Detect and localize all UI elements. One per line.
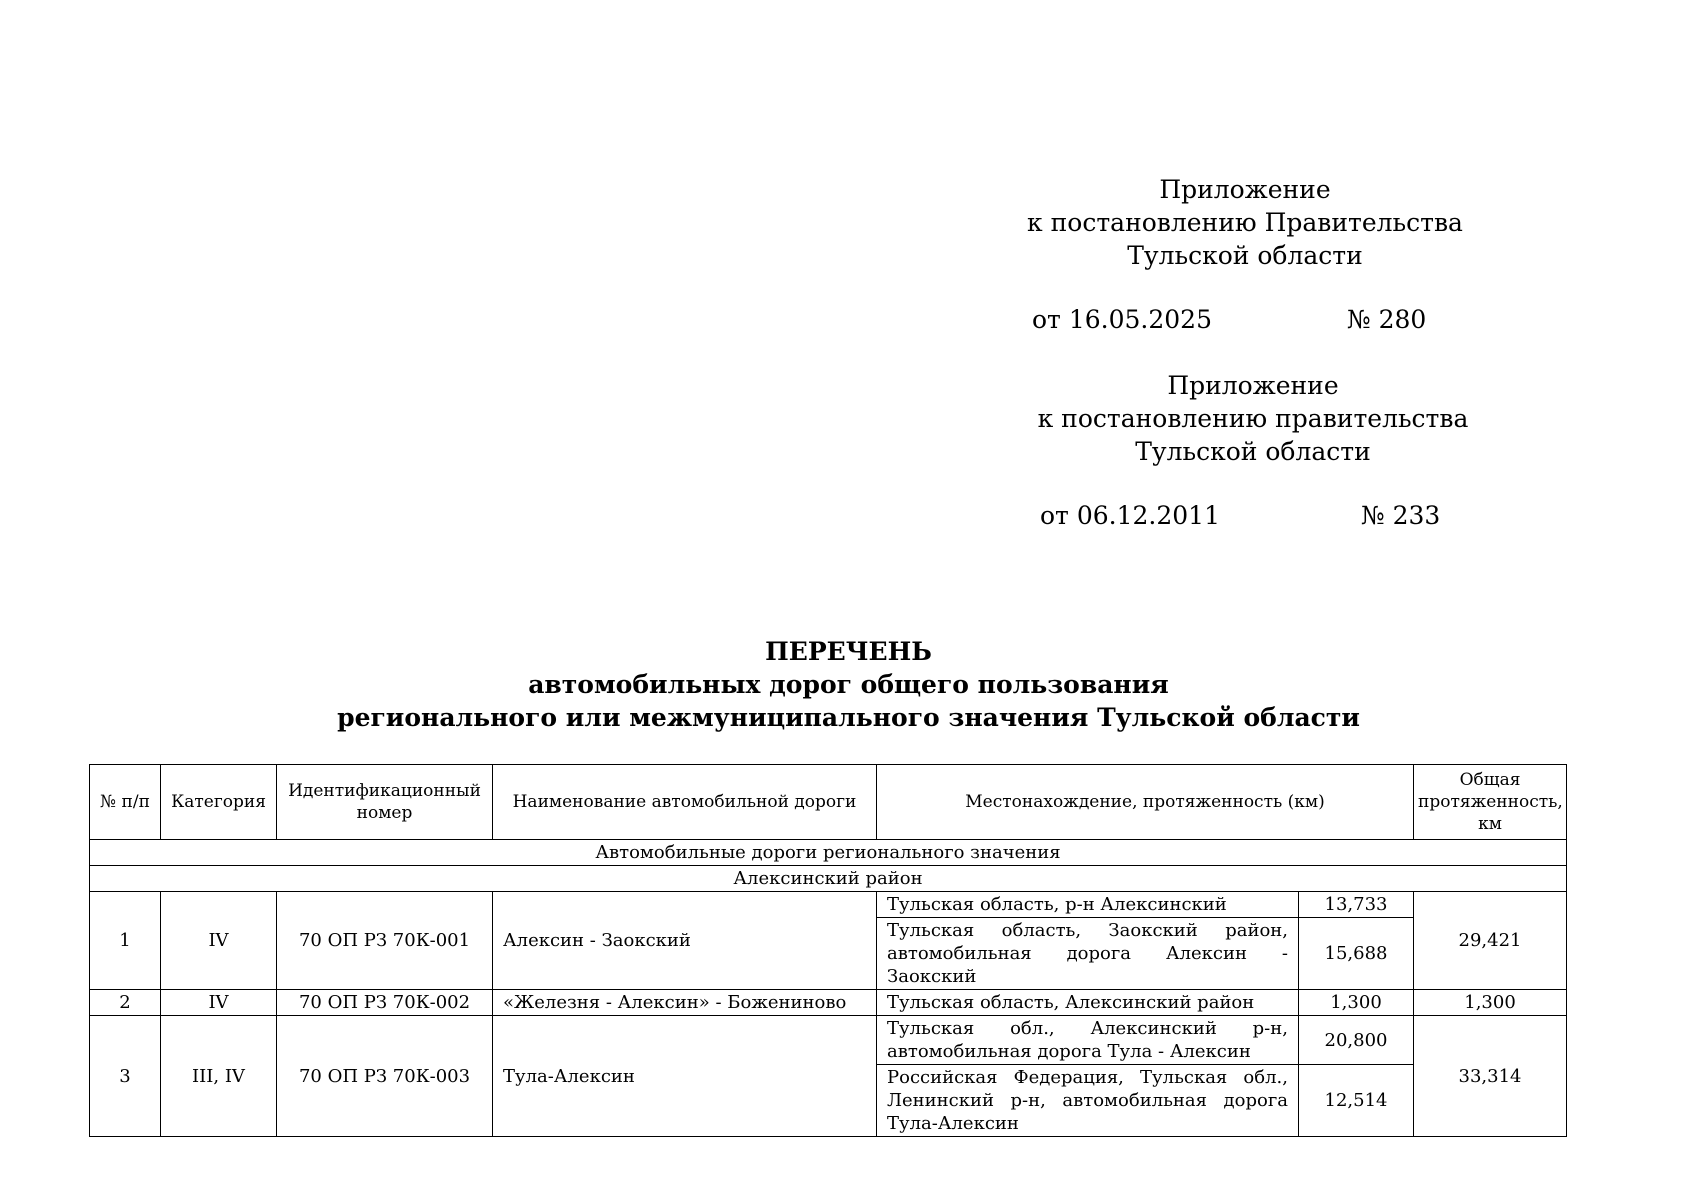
segment-length: 20,800 [1299, 1016, 1414, 1065]
district-row [90, 866, 1567, 892]
segment-location: Тульская обл., Алексинский р-н, автомобильная дорога Тула - Алексин [877, 1016, 1299, 1065]
appendix-new-header [1000, 173, 1490, 272]
segment-length: 15,688 [1299, 918, 1414, 990]
row-id: 70 ОП РЗ 70К-001 [277, 892, 493, 990]
title-line3: регионального или межмуниципального значения Тульской области [337, 703, 1360, 732]
row-id: 70 ОП РЗ 70К-003 [277, 1016, 493, 1137]
row-num: 3 [90, 1016, 161, 1137]
appendix-new-number: № 280 [1347, 305, 1427, 334]
appendix-new-line1: Приложение [1159, 175, 1331, 204]
segment-location: Тульская область, Заокский район, автомобильная дорога Алексин - Заокский [877, 918, 1299, 990]
appendix-old-date: от 06.12.2011 [1040, 501, 1220, 530]
table-row [90, 892, 1567, 918]
row-total: 33,314 [1414, 1016, 1567, 1137]
row-num: 2 [90, 990, 161, 1016]
header-id: Идентификационный номер [277, 765, 493, 840]
row-total: 29,421 [1414, 892, 1567, 990]
row-category: IV [161, 990, 277, 1016]
header-category: Категория [161, 765, 277, 840]
appendix-old-number: № 233 [1361, 501, 1441, 530]
roads-table [89, 764, 1567, 1137]
appendix-new-line2: к постановлению Правительства [1027, 208, 1463, 237]
row-id: 70 ОП РЗ 70К-002 [277, 990, 493, 1016]
table-row [90, 1016, 1567, 1065]
section-row [90, 840, 1567, 866]
row-total: 1,300 [1414, 990, 1567, 1016]
header-location: Местонахождение, протяженность (км) [877, 765, 1414, 840]
segment-location: Российская Федерация, Тульская обл., Ленинский р-н, автомобильная дорога Тула-Алексин [877, 1065, 1299, 1137]
district-title: Алексинский район [90, 866, 1567, 892]
header-name: Наименование автомобильной дороги [493, 765, 877, 840]
segment-length: 1,300 [1299, 990, 1414, 1016]
row-name: Тула-Алексин [493, 1016, 877, 1137]
section-title: Автомобильные дороги регионального значения [90, 840, 1567, 866]
appendix-new-line3: Тульской области [1127, 241, 1363, 270]
row-category: IV [161, 892, 277, 990]
segment-length: 13,733 [1299, 892, 1414, 918]
appendix-old-line3: Тульской области [1135, 437, 1371, 466]
row-name: «Железня - Алексин» - Божениново [493, 990, 877, 1016]
document-title [0, 635, 1697, 734]
appendix-old-line1: Приложение [1167, 371, 1339, 400]
table-header-row [90, 765, 1567, 840]
row-category: III, IV [161, 1016, 277, 1137]
table-row [90, 990, 1567, 1016]
segment-length: 12,514 [1299, 1065, 1414, 1137]
header-num: № п/п [90, 765, 161, 840]
title-line2: автомобильных дорог общего пользования [528, 670, 1169, 699]
row-name: Алексин - Заокский [493, 892, 877, 990]
title-line1: ПЕРЕЧЕНЬ [765, 637, 932, 666]
appendix-old-line2: к постановлению правительства [1037, 404, 1469, 433]
segment-location: Тульская область, р-н Алексинский [877, 892, 1299, 918]
segment-location: Тульская область, Алексинский район [877, 990, 1299, 1016]
appendix-new-date: от 16.05.2025 [1032, 305, 1212, 334]
appendix-old-header [1008, 369, 1498, 468]
header-total: Общая протяженность, км [1414, 765, 1567, 840]
row-num: 1 [90, 892, 161, 990]
